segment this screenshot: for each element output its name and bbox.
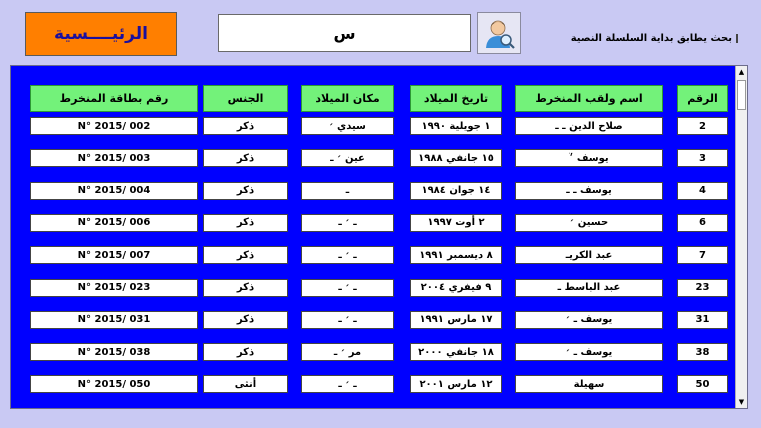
- cell-dob[interactable]: ١ جويلية ١٩٩٠: [410, 117, 502, 135]
- cell-card[interactable]: N° 2015/ 050: [30, 375, 198, 393]
- cell-num[interactable]: 4: [677, 182, 728, 200]
- cell-name[interactable]: سهيلة: [515, 375, 663, 393]
- members-panel: [10, 65, 748, 409]
- cell-dob[interactable]: ٩ فيفري ٢٠٠٤: [410, 279, 502, 297]
- cell-pob[interactable]: ـ ׳ ـ: [301, 279, 394, 297]
- cell-name[interactable]: يوسف ׳ׄ: [515, 149, 663, 167]
- cell-num[interactable]: 23: [677, 279, 728, 297]
- user-search-button[interactable]: [477, 12, 521, 54]
- cell-num[interactable]: 6: [677, 214, 728, 232]
- cell-dob[interactable]: ١٥ جانفي ١٩٨٨: [410, 149, 502, 167]
- cell-card[interactable]: N° 2015/ 004: [30, 182, 198, 200]
- cell-dob[interactable]: ٢ أوت ١٩٩٧: [410, 214, 502, 232]
- cell-gender[interactable]: أنثى: [203, 375, 288, 393]
- cell-pob[interactable]: ـ: [301, 182, 394, 200]
- cell-name[interactable]: عبد الباسط ـ: [515, 279, 663, 297]
- scroll-thumb[interactable]: [737, 80, 746, 110]
- column-header-card: رقم بطاقة المنخرط: [30, 85, 198, 112]
- cell-pob[interactable]: ـ ׳ ـ: [301, 375, 394, 393]
- arrow-down-icon[interactable]: ▼: [736, 396, 747, 408]
- prefix-match-option[interactable]: [570, 30, 738, 46]
- cell-card[interactable]: N° 2015/ 006: [30, 214, 198, 232]
- arrow-up-icon[interactable]: ▲: [736, 66, 747, 78]
- cell-num[interactable]: 38: [677, 343, 728, 361]
- column-header-name: اسم ولقب المنخرط: [515, 85, 663, 112]
- cell-name[interactable]: صلاح الدين ـ ـ: [515, 117, 663, 135]
- cell-dob[interactable]: ١٤ جوان ١٩٨٤: [410, 182, 502, 200]
- home-button[interactable]: الرئيــــسية: [25, 12, 177, 56]
- cell-pob[interactable]: ـ ׳ ـ: [301, 214, 394, 232]
- user-search-icon: [482, 16, 516, 50]
- cell-dob[interactable]: ١٧ مارس ١٩٩١: [410, 311, 502, 329]
- cell-pob[interactable]: سيدي ׳: [301, 117, 394, 135]
- column-header-pob: مكان الميلاد: [301, 85, 394, 112]
- column-header-num: الرقم: [677, 85, 728, 112]
- cell-num[interactable]: 7: [677, 246, 728, 264]
- cell-card[interactable]: N° 2015/ 003: [30, 149, 198, 167]
- cell-name[interactable]: حسين ׳: [515, 214, 663, 232]
- vertical-scrollbar[interactable]: [735, 66, 747, 408]
- search-input[interactable]: س: [218, 14, 471, 52]
- cell-card[interactable]: N° 2015/ 002: [30, 117, 198, 135]
- cell-pob[interactable]: ـ ׳ ـ: [301, 311, 394, 329]
- cell-gender[interactable]: ذكر: [203, 343, 288, 361]
- cell-pob[interactable]: ـ ׳ ـ: [301, 246, 394, 264]
- cell-num[interactable]: 2: [677, 117, 728, 135]
- cell-dob[interactable]: ١٨ جانفي ٢٠٠٠: [410, 343, 502, 361]
- cell-gender[interactable]: ذكر: [203, 182, 288, 200]
- cell-card[interactable]: N° 2015/ 038: [30, 343, 198, 361]
- cell-name[interactable]: يوسف ـ ׳: [515, 343, 663, 361]
- cell-name[interactable]: يوسف ـ ׳: [515, 311, 663, 329]
- cell-pob[interactable]: عين ׳ ـ: [301, 149, 394, 167]
- cell-gender[interactable]: ذكر: [203, 214, 288, 232]
- prefix-match-label: بحث يطابق بداية السلسلة النصية: [570, 32, 732, 44]
- cell-pob[interactable]: مر ׳ ـ: [301, 343, 394, 361]
- prefix-match-checkbox[interactable]: [736, 34, 738, 43]
- cell-name[interactable]: عبد الكريـ: [515, 246, 663, 264]
- cell-num[interactable]: 3: [677, 149, 728, 167]
- cell-name[interactable]: يوسف ـ ـ: [515, 182, 663, 200]
- cell-card[interactable]: N° 2015/ 007: [30, 246, 198, 264]
- cell-card[interactable]: N° 2015/ 031: [30, 311, 198, 329]
- cell-gender[interactable]: ذكر: [203, 279, 288, 297]
- cell-gender[interactable]: ذكر: [203, 246, 288, 264]
- column-header-dob: تاريخ الميلاد: [410, 85, 502, 112]
- cell-gender[interactable]: ذكر: [203, 149, 288, 167]
- cell-dob[interactable]: ١٢ مارس ٢٠٠١: [410, 375, 502, 393]
- column-header-gender: الجنس: [203, 85, 288, 112]
- cell-num[interactable]: 31: [677, 311, 728, 329]
- cell-gender[interactable]: ذكر: [203, 311, 288, 329]
- cell-card[interactable]: N° 2015/ 023: [30, 279, 198, 297]
- cell-gender[interactable]: ذكر: [203, 117, 288, 135]
- cell-dob[interactable]: ٨ ديسمبر ١٩٩١: [410, 246, 502, 264]
- cell-num[interactable]: 50: [677, 375, 728, 393]
